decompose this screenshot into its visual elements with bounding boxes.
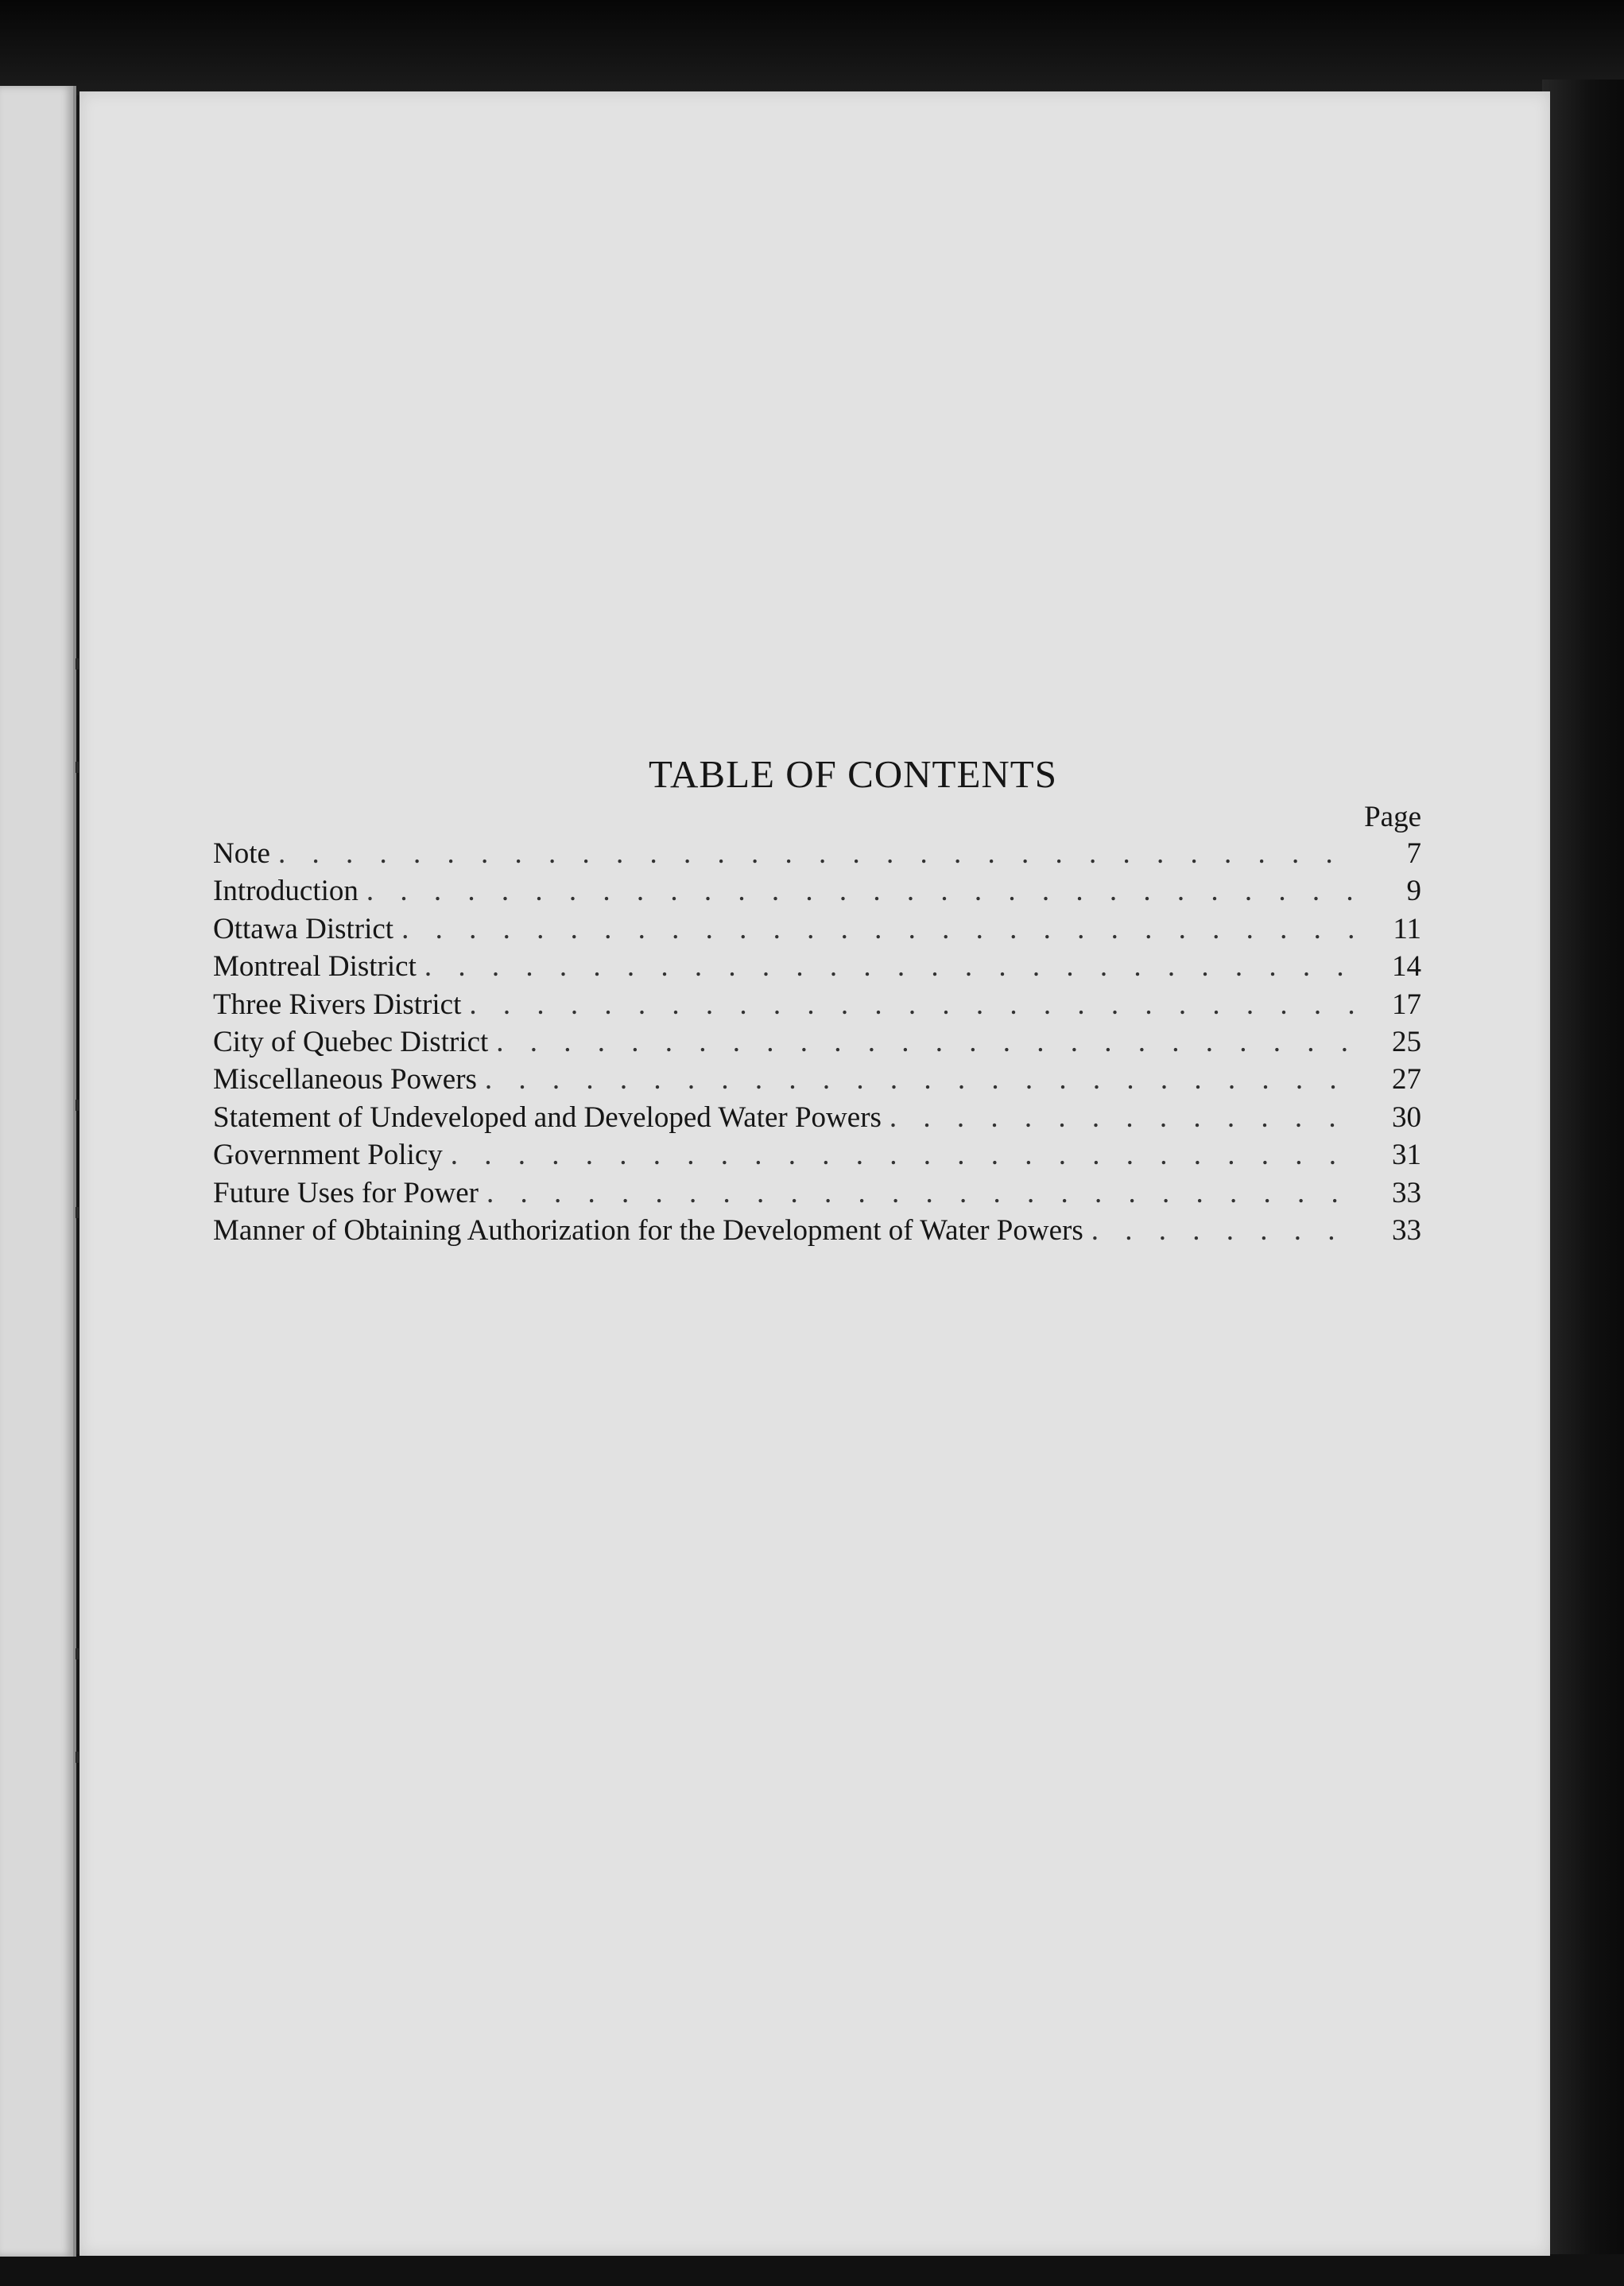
toc-entry: [213, 1212, 1421, 1249]
dot-leader: [278, 835, 1359, 872]
toc-entry-label: City of Quebec District: [213, 1025, 489, 1058]
dot-leader: [1091, 1212, 1359, 1249]
dot-leader: [496, 1023, 1359, 1061]
dot-leader: [401, 910, 1359, 948]
toc-entry-page: 30: [1392, 1100, 1421, 1134]
toc-entry-page: 9: [1406, 875, 1421, 908]
toc-entry-label: Three Rivers District: [213, 988, 462, 1021]
book-cover-edge: [1542, 80, 1624, 2286]
toc-entry: [213, 872, 1421, 910]
dot-leader: [486, 1174, 1359, 1212]
table-of-contents: [213, 751, 1421, 1249]
toc-entry-label: Manner of Obtaining Authorization for the Development of Water Powers: [213, 1213, 1083, 1247]
toc-entry: [213, 1136, 1421, 1174]
toc-entry-page: 25: [1392, 1025, 1421, 1058]
binding-mark: [76, 1100, 79, 1111]
toc-entry: [213, 1174, 1421, 1212]
toc-entry-page: 27: [1392, 1063, 1421, 1096]
dot-leader: [366, 872, 1359, 910]
dot-leader: [424, 948, 1359, 985]
toc-entry: [213, 1023, 1421, 1061]
binding-mark: [76, 1648, 79, 1659]
toc-entry-page: 31: [1392, 1139, 1421, 1172]
toc-entry-label: Government Policy: [213, 1139, 443, 1172]
toc-entry: [213, 1099, 1421, 1136]
dot-leader: [890, 1099, 1359, 1136]
toc-entry-label: Montreal District: [213, 950, 417, 984]
toc-entry-label: Miscellaneous Powers: [213, 1063, 477, 1096]
toc-entry-page: 14: [1392, 950, 1421, 984]
toc-entry: [213, 948, 1421, 985]
toc-entry: [213, 910, 1421, 948]
toc-entry-page: 11: [1393, 912, 1421, 945]
toc-entry: [213, 835, 1421, 872]
page-column-header: Page: [1364, 801, 1421, 833]
binding-mark: [76, 1752, 79, 1763]
page-title: TABLE OF CONTENTS: [649, 752, 1057, 796]
toc-entry-label: Introduction: [213, 875, 359, 908]
toc-entry-page: 17: [1392, 988, 1421, 1021]
toc-entry-page: 7: [1406, 837, 1421, 870]
dot-leader: [469, 986, 1359, 1023]
toc-entry-label: Statement of Undeveloped and Developed Water Powers: [213, 1100, 882, 1134]
toc-entry: [213, 1061, 1421, 1098]
facing-page-edge: [0, 86, 76, 2257]
binding-mark: [76, 1207, 79, 1218]
toc-entry-page: 33: [1392, 1213, 1421, 1247]
toc-list: [213, 835, 1421, 1249]
binding-mark: [76, 658, 79, 669]
binding-mark: [76, 762, 79, 773]
dot-leader: [451, 1136, 1359, 1174]
toc-entry: [213, 986, 1421, 1023]
toc-entry-label: Future Uses for Power: [213, 1176, 479, 1209]
toc-entry-label: Note: [213, 837, 270, 870]
scan-background-bottom: [0, 2254, 1624, 2286]
toc-entry-label: Ottawa District: [213, 912, 394, 945]
document-page: [79, 91, 1550, 2256]
toc-entry-page: 33: [1392, 1176, 1421, 1209]
dot-leader: [485, 1061, 1359, 1098]
scan-background-top: [0, 0, 1624, 95]
